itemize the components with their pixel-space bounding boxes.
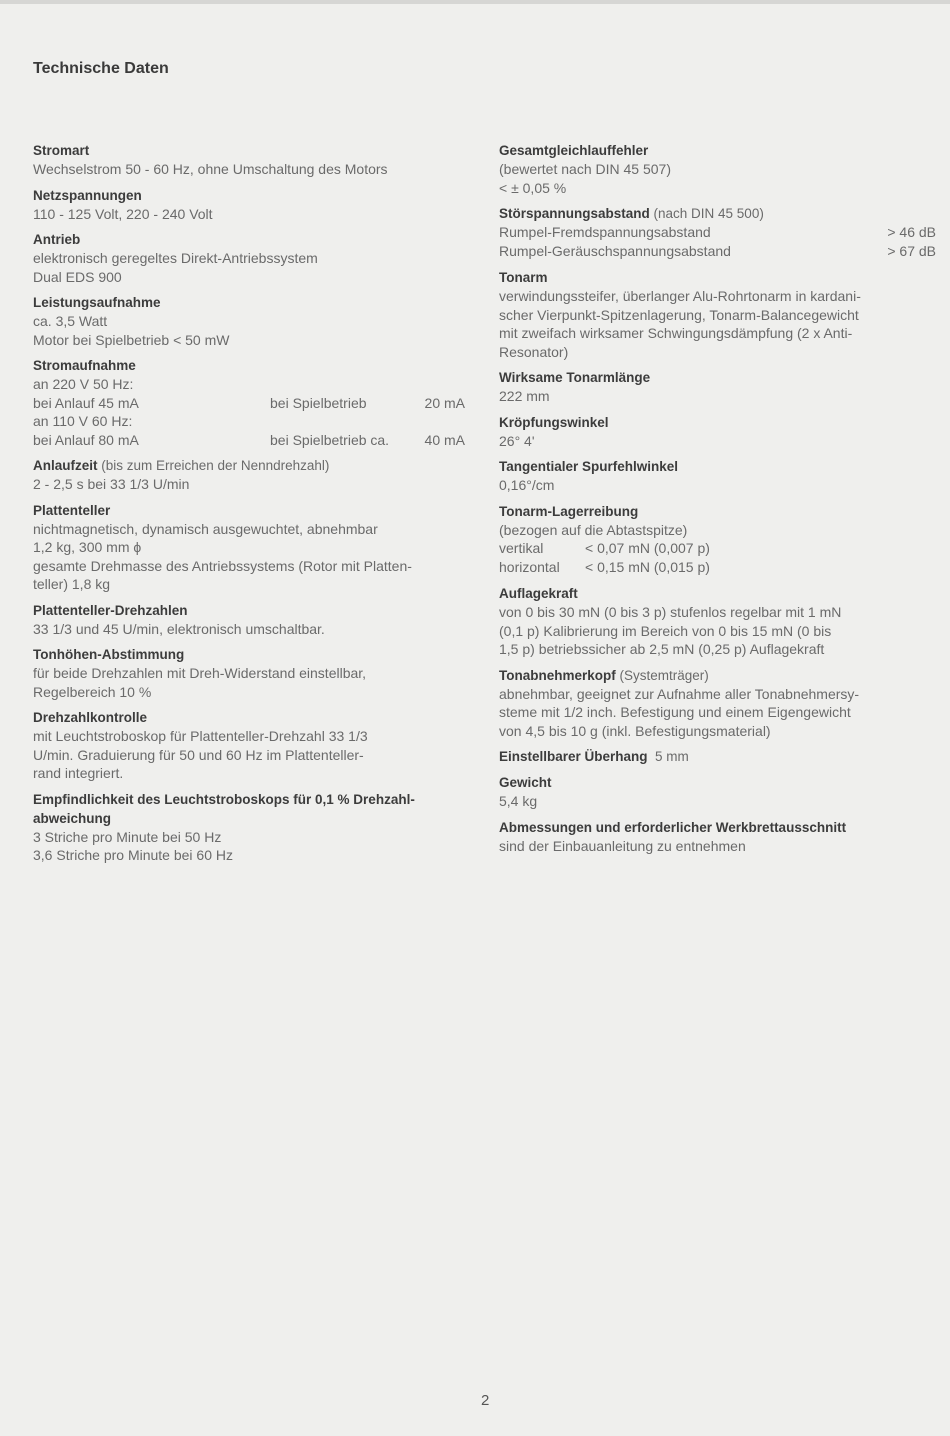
right-column <box>499 141 936 862</box>
section-kroepfung <box>499 413 936 451</box>
current-play-label: bei Spielbetrieb <box>270 394 367 411</box>
text-line: ca. 3,5 Watt <box>33 313 108 329</box>
text-line: an 110 V 60 Hz: <box>33 413 133 429</box>
section-stromaufnahme <box>33 356 465 449</box>
friction-axis: vertikal <box>499 540 544 556</box>
heading-spurfehler: Tangentialer Spurfehlwinkel <box>499 459 679 474</box>
text-line: U/min. Graduierung für 50 und 60 Hz im Plattenteller- <box>33 746 364 763</box>
text-line: gesamte Drehmasse des Antriebssystems (Rotor mit Platten- <box>33 557 412 574</box>
heading-kroepfung: Kröpfungswinkel <box>499 414 609 430</box>
rumble-label: Rumpel-Fremdspannungsabstand <box>499 224 711 240</box>
rumble-row <box>499 242 936 261</box>
text-line: verwindungssteifer, überlanger Alu-Rohrtonarm in kardani- <box>499 288 861 304</box>
section-stromart <box>33 141 465 179</box>
heading-drehzahlkontrolle: Drehzahlkontrolle <box>33 710 148 725</box>
heading-empfindlichkeit: Empfindlichkeit des Leuchtstroboskops für 0,1 % Drehzahl- <box>33 791 415 807</box>
page-number: 2 <box>481 1392 490 1409</box>
friction-row <box>499 558 936 577</box>
heading-lagerreibung: Tonarm-Lagerreibung <box>499 503 639 519</box>
top-edge-line <box>0 0 950 4</box>
heading-antrieb: Antrieb <box>33 232 81 247</box>
text-line: sind der Einbauanleitung zu entnehmen <box>499 837 746 854</box>
rumble-value: > 46 dB <box>887 224 936 240</box>
text-line: Dual EDS 900 <box>33 268 122 285</box>
text-line: scher Vierpunkt-Spitzenlagerung, Tonarm-Balancegewicht <box>499 306 859 323</box>
heading-gewicht: Gewicht <box>499 775 552 790</box>
current-play-value: 40 mA <box>424 431 465 448</box>
section-lagerreibung <box>499 502 936 578</box>
heading-leistungsaufnahme: Leistungsaufnahme <box>33 295 161 310</box>
section-antrieb <box>33 230 465 286</box>
friction-row <box>499 539 936 558</box>
section-ueberhang <box>499 747 936 766</box>
section-gleichlauf <box>499 141 936 197</box>
rumble-label: Rumpel-Geräuschspannungsabstand <box>499 243 731 259</box>
text-line: Regelbereich 10 % <box>33 683 152 700</box>
current-play-label: bei Spielbetrieb ca. <box>270 431 390 448</box>
text-line: 3 Striche pro Minute bei 50 Hz <box>33 828 222 845</box>
text-line: 3,6 Striche pro Minute bei 60 Hz <box>33 847 233 863</box>
section-stoerspannung <box>499 204 936 261</box>
heading-text: Störspannungsabstand <box>499 206 650 221</box>
section-netzspannungen <box>33 186 465 224</box>
section-leistungsaufnahme <box>33 293 465 349</box>
section-drehzahlkontrolle <box>33 708 465 783</box>
text-line: Wechselstrom 50 - 60 Hz, ohne Umschaltung des Motors <box>33 161 388 177</box>
heading-anlaufzeit <box>33 456 465 475</box>
text-line: rand integriert. <box>33 765 124 781</box>
text-line: (bezogen auf die Abtastspitze) <box>499 521 688 538</box>
text-line: elektronisch geregeltes Direkt-Antriebssystem <box>33 250 318 266</box>
current-play-value: 20 mA <box>424 394 465 411</box>
text-line: mit Leuchtstroboskop für Plattenteller-Drehzahl 33 1/3 <box>33 728 368 744</box>
text-line: abnehmbar, geeignet zur Aufnahme aller Tonabnehmersy- <box>499 685 860 702</box>
text-line: von 0 bis 30 mN (0 bis 3 p) stufenlos regelbar mit 1 mN <box>499 604 842 620</box>
heading-auflagekraft: Auflagekraft <box>499 586 578 601</box>
text-line: 222 mm <box>499 388 550 404</box>
section-tonabnehmerkopf <box>499 666 936 741</box>
heading-ueberhang <box>499 747 936 766</box>
current-startup: bei Anlauf 45 mA <box>33 394 139 411</box>
heading-stromart: Stromart <box>33 143 90 158</box>
section-gewicht <box>499 773 936 811</box>
heading-abmessungen: Abmessungen und erforderlicher Werkbrettausschnitt <box>499 819 847 835</box>
heading-text: Anlaufzeit <box>33 458 98 473</box>
section-abmessungen <box>499 818 936 856</box>
heading-note: (bis zum Erreichen der Nenndrehzahl) <box>97 458 330 473</box>
overhang-value: 5 mm <box>647 749 689 764</box>
left-column <box>33 141 465 872</box>
text-line: 110 - 125 Volt, 220 - 240 Volt <box>33 205 213 222</box>
text-line: 5,4 kg <box>499 793 538 809</box>
section-empfindlichkeit <box>33 790 465 865</box>
heading-stoerspannung <box>499 204 936 223</box>
heading-text: Einstellbarer Überhang <box>499 749 648 764</box>
text-line: < ± 0,05 % <box>499 179 567 196</box>
text-line: 26° 4' <box>499 432 535 449</box>
text-line: steme mit 1/2 inch. Befestigung und einem Eigengewicht <box>499 704 851 720</box>
heading-gleichlauf: Gesamtgleichlauffehler <box>499 143 649 158</box>
text-line: (0,1 p) Kalibrierung im Bereich von 0 bis 15 mN (0 bis <box>499 622 832 639</box>
heading-empfindlichkeit-cont: abweichung <box>33 810 112 826</box>
heading-tonarm: Tonarm <box>499 270 548 285</box>
text-line: 2 - 2,5 s bei 33 1/3 U/min <box>33 476 190 492</box>
text-line: für beide Drehzahlen mit Dreh-Widerstand einstellbar, <box>33 665 367 681</box>
text-line: Motor bei Spielbetrieb < 50 mW <box>33 331 230 348</box>
section-tonarm <box>499 268 936 361</box>
section-anlaufzeit <box>33 456 465 494</box>
text-line: (bewertet nach DIN 45 507) <box>499 161 671 177</box>
heading-plattenteller: Plattenteller <box>33 502 111 518</box>
heading-drehzahlen: Plattenteller-Drehzahlen <box>33 602 188 618</box>
page-title: Technische Daten <box>33 60 169 77</box>
text-line: 0,16°/cm <box>499 477 555 493</box>
friction-value: < 0,15 mN (0,015 p) <box>585 559 710 575</box>
heading-tonarmlaenge: Wirksame Tonarmlänge <box>499 370 651 385</box>
text-line: 1,5 p) betriebssicher ab 2,5 mN (0,25 p) Auflagekraft <box>499 641 825 657</box>
heading-tonabnehmerkopf <box>499 666 936 685</box>
heading-text: Tonabnehmerkopf <box>499 667 616 683</box>
text-line: teller) 1,8 kg <box>33 576 111 592</box>
section-drehzahlen <box>33 601 465 639</box>
rumble-value: > 67 dB <box>887 243 936 259</box>
text-line: mit zweifach wirksamer Schwingungsdämpfung (2 x Anti- <box>499 325 853 341</box>
text-line: nichtmagnetisch, dynamisch ausgewuchtet, abnehmbar <box>33 520 378 537</box>
text-line: an 220 V 50 Hz: <box>33 376 134 392</box>
heading-tonhoehe: Tonhöhen-Abstimmung <box>33 647 185 662</box>
text-line: Resonator) <box>499 343 569 360</box>
section-tonarmlaenge <box>499 368 936 406</box>
section-spurfehler <box>499 457 936 495</box>
current-startup: bei Anlauf 80 mA <box>33 431 139 448</box>
text-line: von 4,5 bis 10 g (inkl. Befestigungsmaterial) <box>499 722 771 739</box>
heading-netzspannungen: Netzspannungen <box>33 187 142 203</box>
section-plattenteller <box>33 501 465 594</box>
current-row <box>33 431 465 450</box>
rumble-row <box>499 223 936 242</box>
current-row <box>33 394 465 413</box>
heading-stromaufnahme: Stromaufnahme <box>33 358 136 373</box>
text-line: 1,2 kg, 300 mm ϕ <box>33 539 142 555</box>
section-auflagekraft <box>499 584 936 659</box>
text-line: 33 1/3 und 45 U/min, elektronisch umschaltbar. <box>33 620 325 637</box>
heading-note: (nach DIN 45 500) <box>649 206 764 221</box>
friction-value: < 0,07 mN (0,007 p) <box>585 540 710 556</box>
friction-axis: horizontal <box>499 559 560 575</box>
heading-note: (Systemträger) <box>615 667 709 683</box>
section-tonhoehe <box>33 645 465 701</box>
